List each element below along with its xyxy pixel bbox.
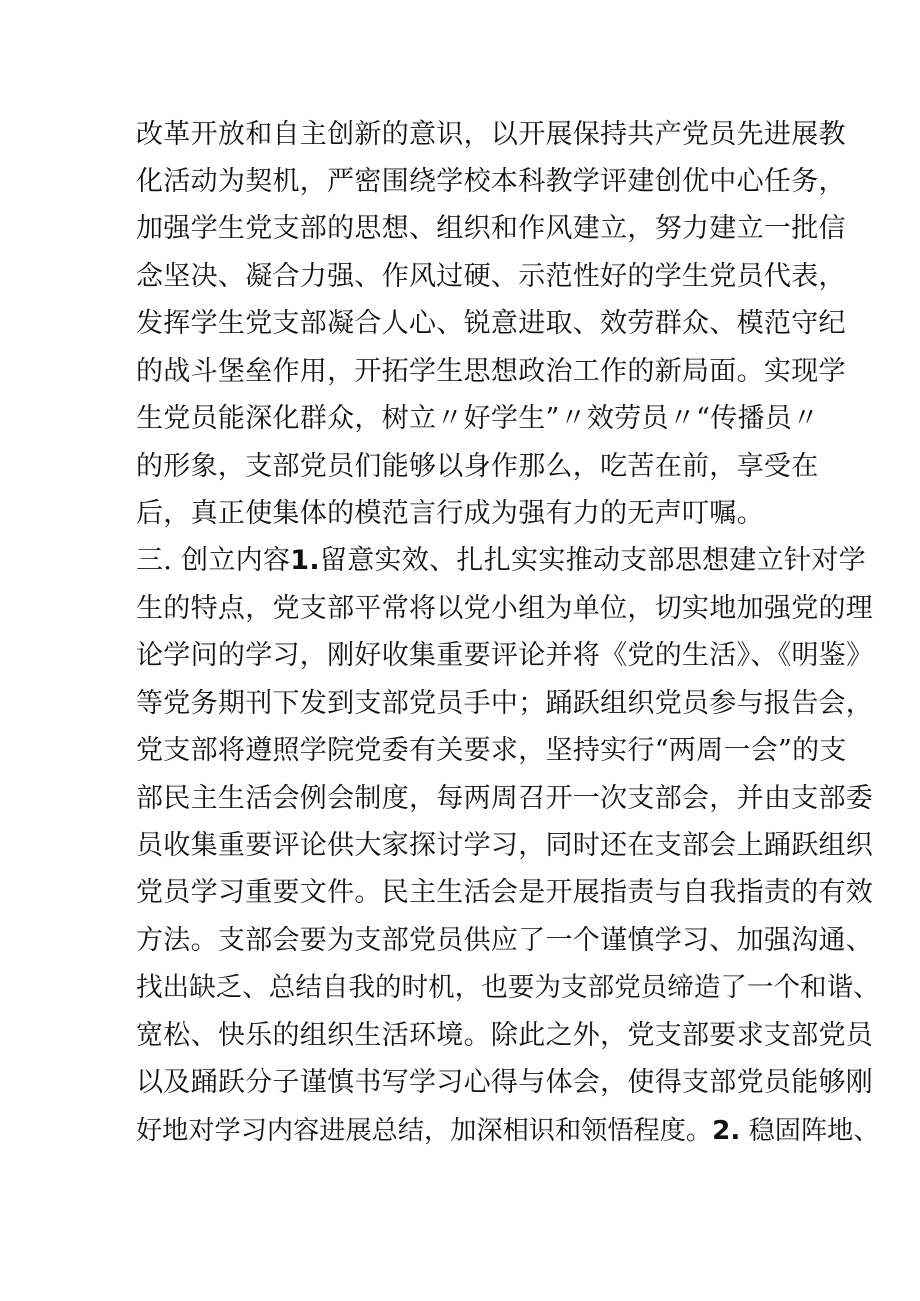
text-line: 找出缺乏、总结自我的时机，也要为支部党员缔造了一个和谐、 — [136, 972, 880, 1003]
text-line: 员收集重要评论供大家探讨学习，同时还在支部会上踊跃组织 — [136, 830, 874, 861]
text-line: 宽松、快乐的组织生活环境。除此之外，党支部要求支部党员 — [136, 1020, 874, 1051]
text-line: 以及踊跃分子谨慎书写学习心得与体会，使得支部党员能够刚 — [136, 1067, 874, 1098]
text-line: 党支部将遵照学院党委有关要求，坚持实行“两周一会”的支 — [136, 735, 847, 766]
text-line: 后，真正使集体的模范言行成为强有力的无声叮嘱。 — [136, 498, 764, 529]
text-line: 发挥学生党支部凝合人心、锐意进取、效劳群众、模范守纪 — [136, 308, 846, 339]
text-line: 的形象，支部党员们能够以身作那么，吃苦在前，享受在 — [136, 451, 819, 482]
text-line: 生的特点，党支部平常将以党小组为单位，切实地加强党的理 — [136, 593, 874, 624]
section-heading-line: 三. 创立内容1.留意实效、扎扎实实推动支部思想建立针对学 — [136, 545, 866, 576]
text-line: 论学问的学习，刚好收集重要评论并将《党的生活》、《明鉴》 — [136, 640, 874, 671]
text-line: 生党员能深化群众，树立〃好学生”〃效劳员〃“传播员〃 — [136, 403, 820, 434]
text-line: 的战斗堡垒作用，开拓学生思想政治工作的新局面。实现学 — [136, 356, 846, 387]
text-line: 加强学生党支部的思想、组织和作风建立，努力建立一批信 — [136, 213, 846, 244]
text-line: 化活动为契机，严密围绕学校本科教学评建创优中心任务， — [136, 166, 846, 197]
text-line: 好地对学习内容进展总结，加深相识和领悟程度。2. 稳固阵地、 — [136, 1116, 880, 1146]
text-line: 念坚决、凝合力强、作风过硬、示范性好的学生党员代表， — [136, 261, 846, 292]
text-line: 等党务期刊下发到支部党员手中；踊跃组织党员参与报告会， — [136, 688, 874, 719]
text-line: 部民主生活会例会制度，每两周召开一次支部会，并由支部委 — [136, 783, 874, 814]
text-line: 方法。支部会要为支部党员供应了一个谨慎学习、加强沟通、 — [136, 925, 874, 956]
text-line: 党员学习重要文件。民主生活会是开展指责与自我指责的有效 — [136, 877, 874, 908]
text-line: 改革开放和自主创新的意识，以开展保持共产党员先进展教 — [136, 119, 846, 150]
